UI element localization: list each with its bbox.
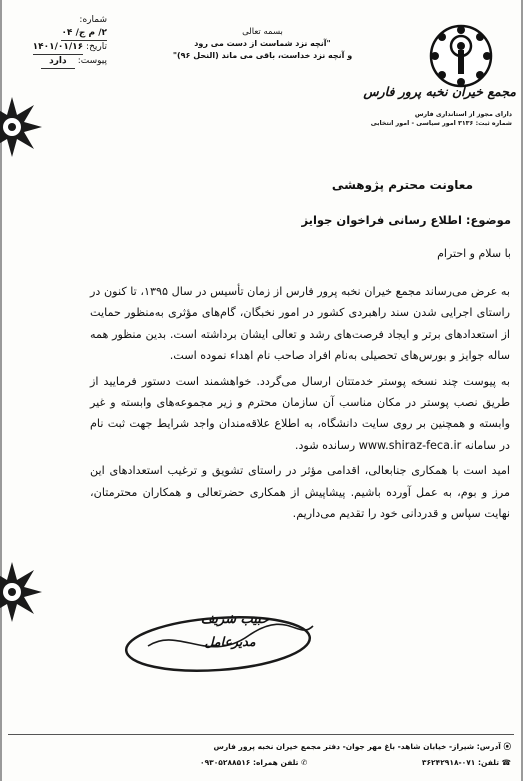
footer-phone-row bbox=[422, 758, 511, 767]
body-paragraph: به عرض می‌رساند مجمع خیران نخبه پرور فارس از زمان تأسیس در سال ۱۳۹۵، تا کنون در راستای اجرایی شدن سند راهبردی کشور در امور نخبگان، گام‌های مؤثری به‌منظور حمایت از استعدادهای برتر و ایجاد فرصت‌های رشد و تعالی ایشان برداشته است. بدین منظور همه ساله جوایز و بورس‌های تحصیلی به‌نام افراد صاحب نام اهداء نموده است. bbox=[90, 285, 510, 363]
signer-name: حبیب شریف bbox=[200, 612, 270, 627]
letter-meta bbox=[32, 14, 107, 69]
footer-divider bbox=[8, 734, 514, 735]
mobile-icon: ✆ bbox=[301, 758, 308, 767]
quote-line-1: "آنچه نزد شماست از دست می رود bbox=[194, 39, 331, 48]
footer-mobile: تلفن همراه: ۰۹۳۰۵۲۸۸۵۱۶ bbox=[200, 758, 299, 767]
location-icon: ⦿ bbox=[503, 742, 511, 751]
phone-icon: ☎ bbox=[501, 758, 511, 767]
letter-body bbox=[90, 281, 510, 524]
letter-attachment-row bbox=[32, 55, 107, 69]
registration-line-2: شماره ثبت: ۳۱۳۶ امور سیاسی - امور انتخابی bbox=[370, 120, 512, 127]
organization-logo-icon bbox=[425, 22, 497, 90]
footer-address-row bbox=[214, 741, 512, 752]
body-paragraph: به پیوست چند نسخه پوستر خدمتتان ارسال می‌گردد. خواهشمند است دستور فرمایید از طریق نصب پوستر در مکان مناسب آن سازمان محترم و زیر مجموعه‌های وابسته و غیر وابسته و همچنین بر روی سایت دانشگاه، به اطلاع علاقه‌مندان واجد شرایط جهت ثبت نام در سامانه www.shiraz-feca.ir رسانده شود. bbox=[90, 374, 510, 452]
footer-phone: تلفن: ۰۷۱-۳۶۲۴۲۹۱۸ bbox=[421, 758, 500, 767]
letter-attachment-value: دارد bbox=[41, 55, 75, 69]
letter-number-value: ۲/ م ج/ ۰۴ bbox=[61, 27, 107, 41]
body-paragraph: امید است با همکاری جنابعالی، اقدامی مؤثر در راستای تشویق و ترغیب استعدادهای این مرز و بوم، به عمل آورده باشیم. پیشاپیش از همکاری حضرتعالی و همکاران محترمتان، نهایت سپاس و قدردانی خود را تقدیم می‌داریم. bbox=[90, 464, 510, 521]
registration-info bbox=[370, 110, 512, 128]
ornament-star-icon bbox=[0, 95, 44, 159]
letter-number-label: شماره: bbox=[79, 15, 107, 25]
recipient-title: معاونت محترم پژوهشی bbox=[331, 178, 473, 192]
signer-title: مدیرعامل bbox=[204, 634, 256, 649]
greeting-text: با سلام و احترام bbox=[437, 247, 511, 260]
letter-date-label: تاریخ: bbox=[86, 42, 107, 52]
bismillah: بسمه تعالی bbox=[242, 27, 283, 37]
letter-date-value: ۱۴۰۱/۰۱/۱۶ bbox=[33, 41, 84, 55]
organization-name-logotype: مجمع خیران نخبه پرور فارس bbox=[363, 84, 516, 99]
ornament-star-icon bbox=[0, 560, 44, 624]
letter-number-row bbox=[32, 14, 107, 41]
letter-subject: موضوع: اطلاع رسانی فراخوان جوایز bbox=[301, 213, 511, 227]
quote-line-2: و آنچه نزد خداست، باقی می ماند (النحل ۹۶)" bbox=[172, 51, 353, 60]
letter-date-row bbox=[32, 41, 107, 55]
footer-address: آدرس: شیراز- خیابان شاهد- باغ مهر جوان- دفتر مجمع خیران نخبه پرور فارس bbox=[213, 742, 501, 751]
footer-mobile-row bbox=[200, 758, 307, 767]
letter-attachment-label: پیوست: bbox=[77, 56, 107, 66]
letter-header-center bbox=[160, 26, 365, 62]
registration-line-1: دارای مجوز از استانداری فارس bbox=[414, 111, 512, 118]
